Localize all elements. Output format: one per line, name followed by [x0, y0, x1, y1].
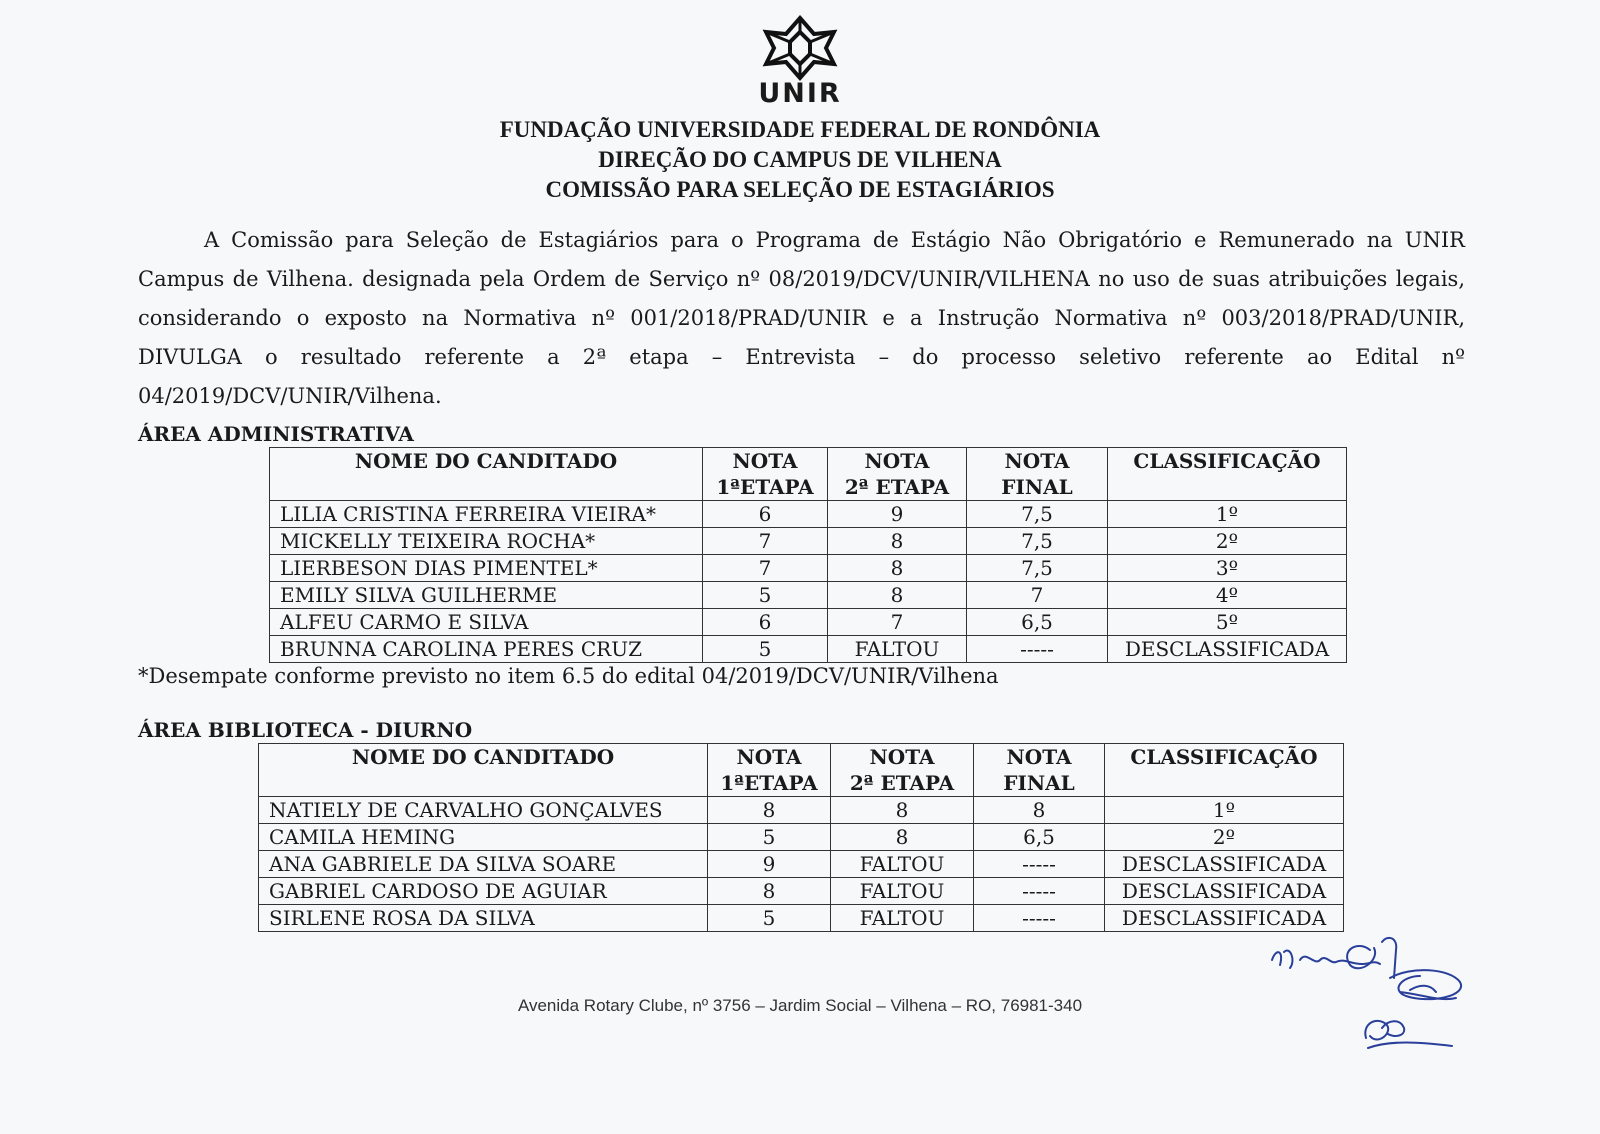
heading-line-3: COMISSÃO PARA SELEÇÃO DE ESTAGIÁRIOS: [545, 177, 1055, 202]
cell-final: -----: [974, 851, 1105, 878]
cell-final: -----: [974, 878, 1105, 905]
cell-nota2: 8: [831, 797, 974, 824]
cell-classificacao: DESCLASSIFICADA: [1105, 851, 1344, 878]
cell-classificacao: 3º: [1108, 555, 1347, 582]
cell-nota1: 5: [708, 905, 831, 932]
cell-nota2: 8: [828, 582, 967, 609]
cell-nota2: 7: [828, 609, 967, 636]
cell-nota2: 8: [831, 824, 974, 851]
handwritten-signatures: [1270, 920, 1510, 1080]
cell-final: 7: [967, 582, 1108, 609]
table-row: [270, 636, 1347, 663]
cell-classificacao: 4º: [1108, 582, 1347, 609]
cell-name: EMILY SILVA GUILHERME: [270, 582, 703, 609]
cell-classificacao: 1º: [1105, 797, 1344, 824]
cell-classificacao: 2º: [1105, 824, 1344, 851]
cell-nota1: 8: [708, 878, 831, 905]
cell-name: SIRLENE ROSA DA SILVA: [259, 905, 708, 932]
cell-nota2: FALTOU: [831, 851, 974, 878]
cell-nota1: 8: [708, 797, 831, 824]
cell-nota2: 8: [828, 528, 967, 555]
cell-name: NATIELY DE CARVALHO GONÇALVES: [259, 797, 708, 824]
cell-classificacao: DESCLASSIFICADA: [1105, 905, 1344, 932]
cell-nota2: FALTOU: [828, 636, 967, 663]
table-row: [259, 905, 1344, 932]
footer-address: Avenida Rotary Clube, nº 3756 – Jardim Social – Vilhena – RO, 76981-340: [517, 996, 1083, 1015]
table-row: [270, 501, 1347, 528]
cell-classificacao: DESCLASSIFICADA: [1108, 636, 1347, 663]
document-heading: [0, 115, 1600, 205]
cell-name: LIERBESON DIAS PIMENTEL*: [270, 555, 703, 582]
table-row: [270, 609, 1347, 636]
col-header-nota2: NOTA 2ª ETAPA: [831, 744, 974, 797]
cell-name: LILIA CRISTINA FERREIRA VIEIRA*: [270, 501, 703, 528]
table-row: [259, 878, 1344, 905]
cell-classificacao: 1º: [1108, 501, 1347, 528]
col-header-nota1: NOTA 1ªETAPA: [703, 448, 828, 501]
cell-nota1: 7: [703, 555, 828, 582]
library-results-table: [258, 743, 1344, 932]
col-header-nota2: NOTA 2ª ETAPA: [828, 448, 967, 501]
intro-paragraph: A Comissão para Seleção de Estagiários para o Programa de Estágio Não Obrigatório e Remunerado na UNIR Campus de Vilhena. designada pela Ordem de Serviço nº 08/2019/DCV/UNIR/VILHENA no uso de suas atribuições legais, considerando o exposto na Normativa nº 001/2018/PRAD/UNIR e a Instrução Normativa nº 003/2018/PRAD/UNIR, DIVULGA o resultado referente a 2ª etapa – Entrevista – do processo seletivo referente ao Edital nº 04/2019/DCV/UNIR/Vilhena.: [138, 228, 1465, 408]
cell-nota2: 8: [828, 555, 967, 582]
cell-final: -----: [974, 905, 1105, 932]
table-row: [270, 555, 1347, 582]
col-header-name: NOME DO CANDITADO: [259, 744, 708, 797]
cell-nota1: 6: [703, 609, 828, 636]
unir-logo: [755, 14, 845, 108]
cell-name: ALFEU CARMO E SILVA: [270, 609, 703, 636]
cell-nota1: 5: [703, 636, 828, 663]
cell-nota1: 5: [708, 824, 831, 851]
table-row: [270, 582, 1347, 609]
cell-classificacao: 2º: [1108, 528, 1347, 555]
cell-name: BRUNNA CAROLINA PERES CRUZ: [270, 636, 703, 663]
cell-name: CAMILA HEMING: [259, 824, 708, 851]
cell-final: 7,5: [967, 501, 1108, 528]
cell-name: ANA GABRIELE DA SILVA SOARE: [259, 851, 708, 878]
heading-line-2: DIREÇÃO DO CAMPUS DE VILHENA: [598, 147, 1002, 172]
table-header-row: [270, 448, 1347, 501]
cell-final: 7,5: [967, 555, 1108, 582]
heading-line-1: FUNDAÇÃO UNIVERSIDADE FEDERAL DE RONDÔNIA: [499, 117, 1101, 142]
cell-final: -----: [967, 636, 1108, 663]
col-header-final: NOTA FINAL: [967, 448, 1108, 501]
cell-nota2: FALTOU: [831, 905, 974, 932]
star-emblem-icon: [758, 14, 842, 82]
cell-nota1: 6: [703, 501, 828, 528]
section-title-admin: ÁREA ADMINISTRATIVA: [138, 422, 414, 446]
section-title-library: ÁREA BIBLIOTECA - DIURNO: [138, 718, 473, 742]
cell-final: 8: [974, 797, 1105, 824]
cell-nota1: 7: [703, 528, 828, 555]
col-header-name: NOME DO CANDITADO: [270, 448, 703, 501]
col-header-classificacao: CLASSIFICAÇÃO: [1108, 448, 1347, 501]
table-row: [259, 824, 1344, 851]
cell-nota1: 9: [708, 851, 831, 878]
cell-name: MICKELLY TEIXEIRA ROCHA*: [270, 528, 703, 555]
cell-nota2: 9: [828, 501, 967, 528]
table-row: [259, 797, 1344, 824]
admin-results-table: [269, 447, 1347, 663]
cell-final: 7,5: [967, 528, 1108, 555]
cell-classificacao: 5º: [1108, 609, 1347, 636]
cell-nota1: 5: [703, 582, 828, 609]
col-header-nota1: NOTA 1ªETAPA: [708, 744, 831, 797]
tiebreak-note: *Desempate conforme previsto no item 6.5 do edital 04/2019/DCV/UNIR/Vilhena: [138, 664, 999, 688]
logo-text: UNIR: [758, 78, 842, 109]
table-header-row: [259, 744, 1344, 797]
col-header-final: NOTA FINAL: [974, 744, 1105, 797]
cell-classificacao: DESCLASSIFICADA: [1105, 878, 1344, 905]
table-row: [270, 528, 1347, 555]
cell-nota2: FALTOU: [831, 878, 974, 905]
cell-name: GABRIEL CARDOSO DE AGUIAR: [259, 878, 708, 905]
cell-final: 6,5: [974, 824, 1105, 851]
table-row: [259, 851, 1344, 878]
col-header-classificacao: CLASSIFICAÇÃO: [1105, 744, 1344, 797]
cell-final: 6,5: [967, 609, 1108, 636]
